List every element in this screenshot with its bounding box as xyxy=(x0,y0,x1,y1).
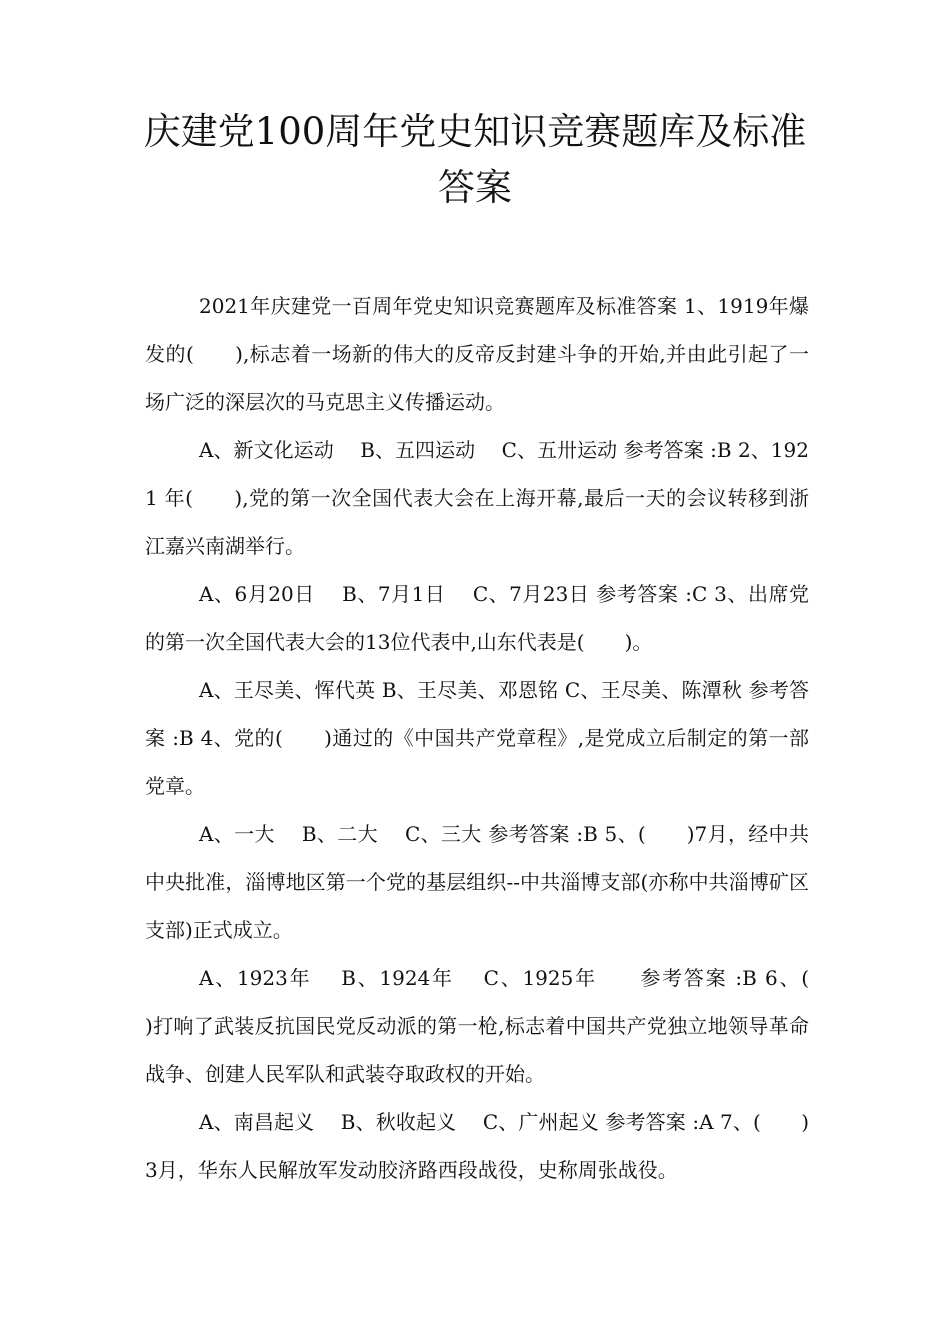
paragraph-3: A、6月20日 B、7月1日 C、7月23日 参考答案 :C 3、出席党的第一次全国代表大会的13位代表中,山东代表是( )。 xyxy=(145,582,809,654)
document-title xyxy=(140,104,810,216)
paragraph-4: A、王尽美、恽代英 B、王尽美、邓恩铭 C、王尽美、陈潭秋 参考答案 :B 4、党的( )通过的《中国共产党章程》,是党成立后制定的第一部党章。 xyxy=(145,678,809,798)
document-body xyxy=(145,282,849,1194)
paragraph-5: A、一大 B、二大 C、三大 参考答案 :B 5、( )7月，经中共中央批准，淄博地区第一个党的基层组织--中共淄博支部(亦称中共淄博矿区支部)正式成立。 xyxy=(145,822,809,942)
paragraph-1: 2021年庆建党一百周年党史知识竞赛题库及标准答案 1、1919年爆发的( ),标志着一场新的伟大的反帝反封建斗争的开始,并由此引起了一场广泛的深层次的马克思主义传播运动。 xyxy=(145,294,809,414)
paragraph-2: A、新文化运动 B、五四运动 C、五卅运动 参考答案 :B 2、1921 年( ),党的第一次全国代表大会在上海开幕,最后一天的会议转移到浙江嘉兴南湖举行。 xyxy=(145,438,809,558)
paragraph-6: A、1923年 B、1924年 C、1925年 参考答案 :B 6、( )打响了武装反抗国民党反动派的第一枪,标志着中国共产党独立地领导革命战争、创建人民军队和武装夺取政权的开始。 xyxy=(145,966,849,1086)
title-line-2: 答案 xyxy=(438,166,512,209)
paragraph-7: A、南昌起义 B、秋收起义 C、广州起义 参考答案 :A 7、( )3月，华东人民解放军发动胶济路西段战役，史称周张战役。 xyxy=(145,1110,809,1182)
title-line-1: 庆建党100周年党史知识竞赛题库及标准 xyxy=(143,110,807,153)
